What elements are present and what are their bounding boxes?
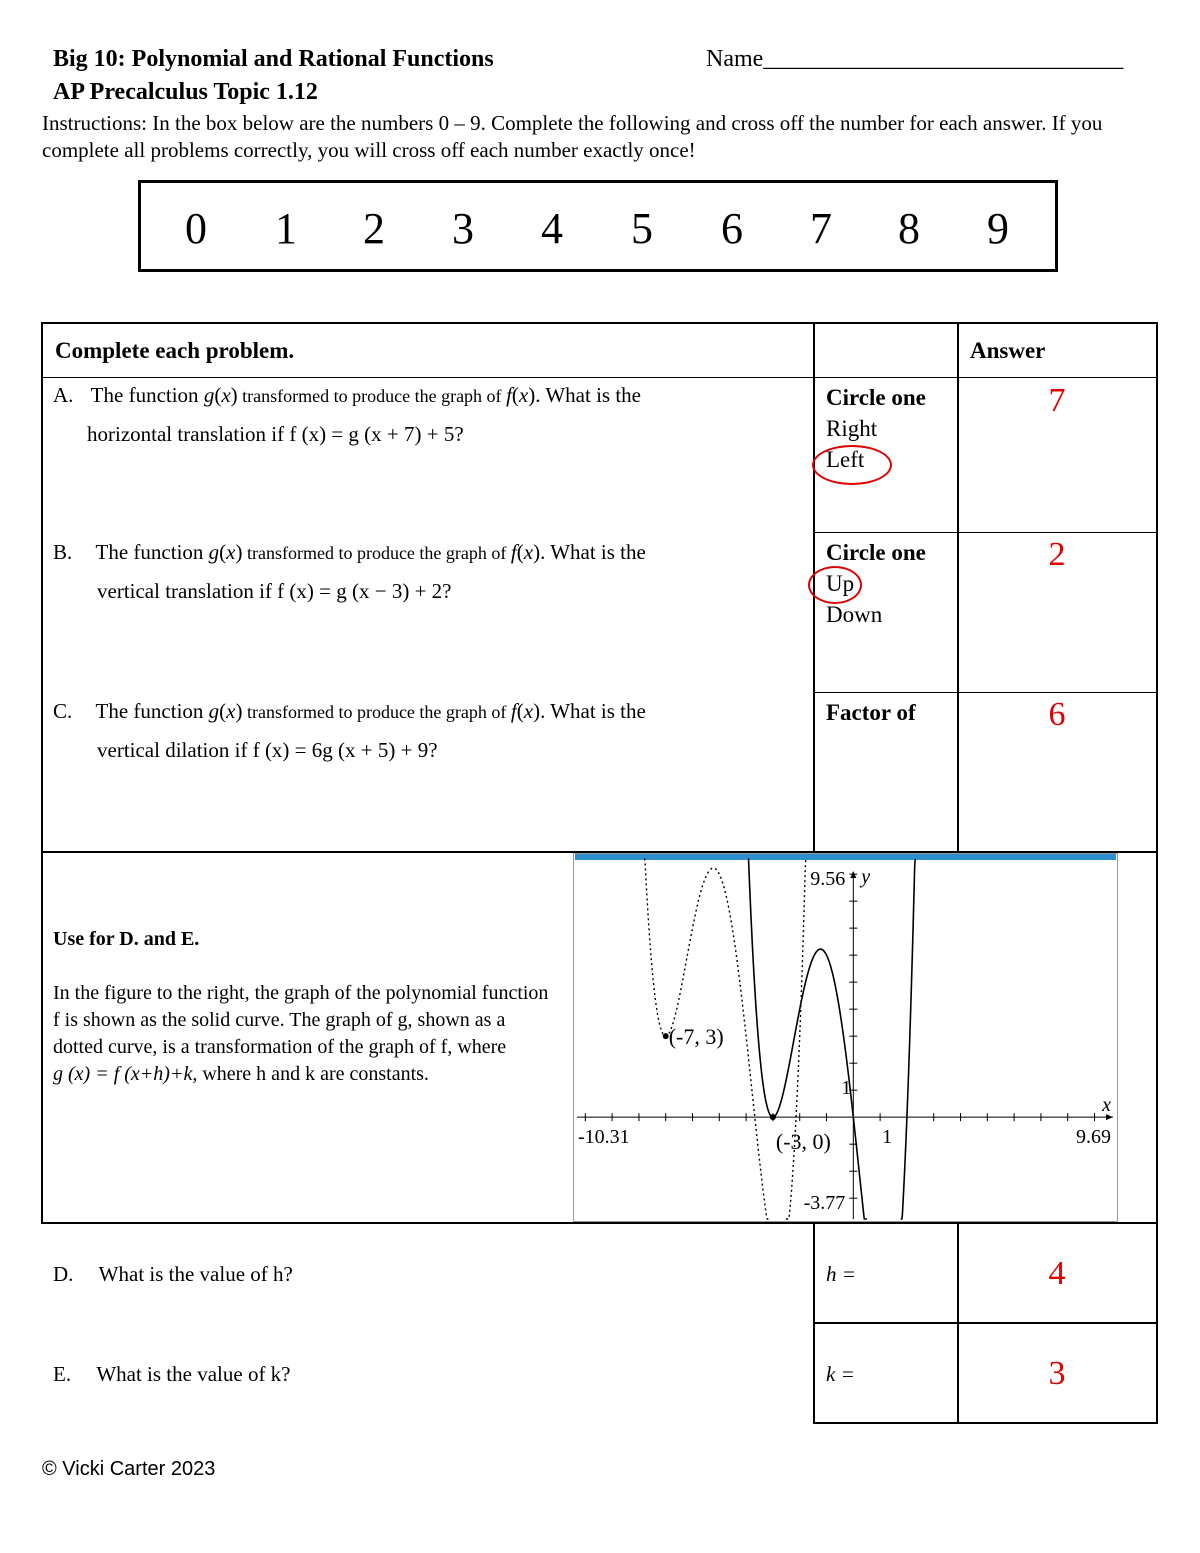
option-up[interactable]: Up [826, 571, 855, 596]
tick-label-xmin: -10.31 [578, 1126, 630, 1149]
number-box [138, 180, 1058, 272]
graph-description: Use for D. and E. In the figure to the right, the graph of the polynomial function f is shown as the solid curve. The graph of g, shown as a dotted curve, is a transformation of the graph of f, where g (x) = f (x+h)+k, where h and k are constants. [53, 926, 553, 1088]
number-1[interactable]: 1 [275, 204, 297, 253]
problem-letter: B. [53, 540, 73, 564]
problem-a-question: horizontal translation if f (x) = g (x + 7) + 5? [87, 422, 464, 446]
problem-d-question: What is the value of h? [98, 1262, 293, 1286]
graph-block-text: In the figure to the right, the graph of the polynomial function f is shown as the solid curve. The graph of g, shown as a dotted curve, is a transformation of the graph of f, where [53, 982, 549, 1058]
point-1 [770, 1114, 776, 1120]
k-label: k = [826, 1362, 855, 1386]
answer-heading: Answer [970, 338, 1046, 363]
problem-b-options: Circle one Up Down [826, 537, 926, 630]
answer-a[interactable]: 7 [1048, 382, 1066, 419]
problem-e: E. What is the value of k? [53, 1362, 291, 1386]
problem-b: B. The function g(x) transformed to produce the graph of f(x). What is the vertical translation if f (x) = g (x − 3) + 2? [53, 540, 646, 603]
circle-mark-up [808, 566, 862, 604]
name-field[interactable]: Name______________________________ [706, 46, 1124, 72]
polynomial-graph [573, 853, 1118, 1222]
graph-block-title: Use for D. and E. [53, 928, 200, 950]
tick-label-ymin: -3.77 [803, 1192, 846, 1214]
tick-label-x-one: 1 [882, 1126, 893, 1149]
worksheet-title: Big 10: Polynomial and Rational Functions [53, 46, 494, 72]
problem-c-question: vertical dilation if f (x) = 6g (x + 5) + 9? [97, 738, 438, 762]
y-axis-label: y [861, 866, 871, 888]
graph-panel [573, 853, 1118, 1222]
number-6[interactable]: 6 [721, 204, 743, 253]
option-right[interactable]: Right [826, 416, 878, 441]
problem-b-question: vertical translation if f (x) = g (x − 3) + 2? [97, 579, 452, 603]
tick-label-ymax: 9.56 [810, 868, 846, 890]
factor-of-label: Factor of [826, 700, 916, 725]
answer-c[interactable]: 6 [1048, 696, 1066, 733]
problem-e-question: What is the value of k? [96, 1362, 291, 1386]
number-4[interactable]: 4 [541, 204, 563, 253]
graph-frame [574, 854, 1118, 1222]
problem-c: C. The function g(x) transformed to produce the graph of f(x). What is the vertical dilation if f (x) = 6g (x + 5) + 9? [53, 699, 646, 762]
number-2[interactable]: 2 [363, 204, 385, 253]
problem-letter: C. [53, 699, 73, 723]
problem-a-options: Circle one Right Left [826, 382, 926, 475]
tick-label-xmax: 9.69 [1076, 1126, 1111, 1149]
option-down[interactable]: Down [826, 602, 883, 627]
problem-a: A. The function g(x) transformed to produce the graph of f(x). What is the horizontal translation if f (x) = g (x + 7) + 5? [53, 383, 641, 446]
option-left[interactable]: Left [826, 447, 865, 472]
answer-b[interactable]: 2 [1048, 536, 1066, 573]
copyright-footer: © Vicki Carter 2023 [42, 1458, 216, 1480]
number-0[interactable]: 0 [185, 204, 207, 253]
answer-e[interactable]: 3 [1048, 1355, 1066, 1392]
worksheet-subtitle: AP Precalculus Topic 1.12 [53, 79, 318, 105]
problem-letter: A. [53, 383, 74, 407]
graph-formula: g (x) = f (x+h)+k, [53, 1063, 198, 1085]
problem-d: D. What is the value of h? [53, 1262, 293, 1286]
point-label-0: (-7, 3) [668, 1024, 724, 1050]
instructions: Instructions: In the box below are the numbers 0 – 9. Complete the following and cross off the number for each answer. If you complete all problems correctly, you will cross off each number exactly once! [42, 111, 1103, 162]
h-label: h = [826, 1262, 856, 1286]
number-8[interactable]: 8 [898, 204, 920, 253]
circle-mark-left [812, 445, 892, 485]
answer-d[interactable]: 4 [1048, 1255, 1066, 1292]
graph-top-bar [575, 854, 1116, 860]
number-5[interactable]: 5 [631, 204, 653, 253]
x-axis-label: x [1102, 1094, 1111, 1117]
table-heading: Complete each problem. [55, 338, 295, 363]
number-7[interactable]: 7 [810, 204, 832, 253]
point-label-1: (-3, 0) [775, 1129, 831, 1155]
number-9[interactable]: 9 [987, 204, 1009, 253]
tick-label-y-one: 1 [841, 1077, 852, 1100]
number-3[interactable]: 3 [452, 204, 474, 253]
